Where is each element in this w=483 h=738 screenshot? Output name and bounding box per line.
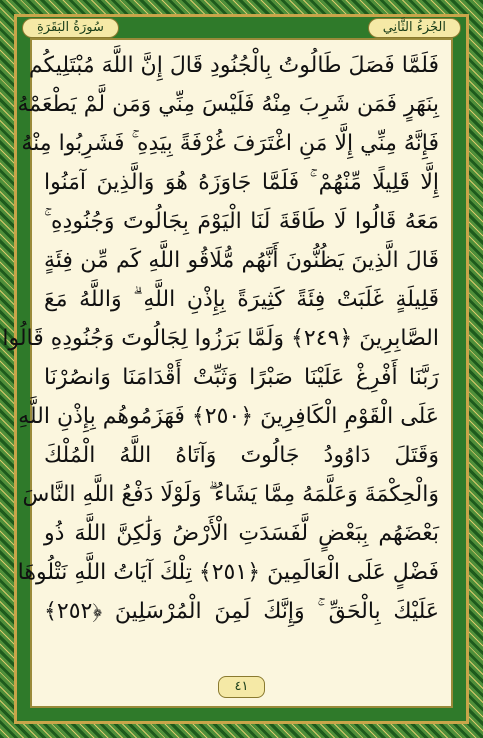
- text-line: قَالَ الَّذِينَ يَظُنُّونَ أَنَّهُم مُّلَاقُو اللَّهِ كَم مِّن فِئَةٍ: [44, 248, 439, 273]
- text-line: مَعَهُ قَالُوا لَا طَاقَةَ لَنَا الْيَوْمَ بِجَالُوتَ وَجُنُودِهِ ۚ: [44, 209, 439, 234]
- text-line: الصَّابِرِينَ ﴿٢٤٩﴾ وَلَمَّا بَرَزُوا لِجَالُوتَ وَجُنُودِهِ قَالُوا: [2, 326, 439, 351]
- text-line: وَقَتَلَ دَاوُودُ جَالُوتَ وَآتَاهُ اللَّهُ الْمُلْكَ: [44, 443, 439, 468]
- page-header: [22, 18, 461, 38]
- text-line: عَلَى الْقَوْمِ الْكَافِرِينَ ﴿٢٥٠﴾ فَهَزَمُوهُم بِإِذْنِ اللَّهِ: [18, 404, 439, 429]
- page-number: ٤١: [218, 676, 266, 698]
- surah-name: سُورَةُ البَقَرَةِ: [22, 18, 119, 38]
- juz-name: الجُزءُ الثَّانِي: [368, 18, 461, 38]
- text-line: عَلَيْكَ بِالْحَقِّ ۚ وَإِنَّكَ لَمِنَ الْمُرْسَلِينَ ﴿٢٥٢﴾: [44, 599, 439, 624]
- text-line: رَبَّنَا أَفْرِغْ عَلَيْنَا صَبْرًا وَثَبِّتْ أَقْدَامَنَا وَانصُرْنَا: [44, 365, 439, 390]
- page-footer: [32, 675, 451, 698]
- text-line: فَلَمَّا فَصَلَ طَالُوتُ بِالْجُنُودِ قَالَ إِنَّ اللَّهَ مُبْتَلِيكُم: [28, 53, 439, 78]
- text-line: فَإِنَّهُ مِنِّي إِلَّا مَنِ اغْتَرَفَ غُرْفَةً بِيَدِهِ ۚ فَشَرِبُوا مِنْهُ: [21, 131, 439, 156]
- text-line: فَضْلٍ عَلَى الْعَالَمِينَ ﴿٢٥١﴾ تِلْكَ آيَاتُ اللَّهِ نَتْلُوهَا: [17, 560, 439, 585]
- text-line: إِلَّا قَلِيلًا مِّنْهُمْ ۚ فَلَمَّا جَاوَزَهُ هُوَ وَالَّذِينَ آمَنُوا: [44, 170, 439, 195]
- text-line: وَالْحِكْمَةَ وَعَلَّمَهُ مِمَّا يَشَاءُ ۗ وَلَوْلَا دَفْعُ اللَّهِ النَّاسَ: [22, 482, 439, 507]
- text-line: قَلِيلَةٍ غَلَبَتْ فِئَةً كَثِيرَةً بِإِذْنِ اللَّهِ ۗ وَاللَّهُ مَعَ: [44, 287, 439, 312]
- quran-page: [2, 38, 453, 708]
- text-line: بِنَهَرٍ فَمَن شَرِبَ مِنْهُ فَلَيْسَ مِنِّي وَمَن لَّمْ يَطْعَمْهُ: [17, 92, 439, 117]
- text-line: بَعْضَهُم بِبَعْضٍ لَّفَسَدَتِ الْأَرْضُ وَلَٰكِنَّ اللَّهَ ذُو: [44, 521, 439, 546]
- text-lines: [2, 46, 439, 631]
